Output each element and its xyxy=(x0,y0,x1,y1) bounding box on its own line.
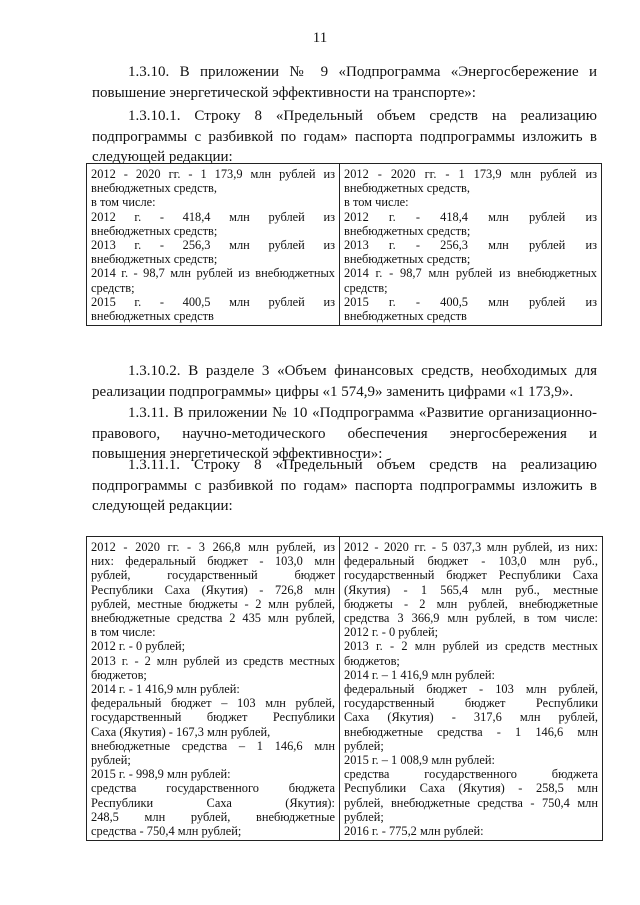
paragraph-1-3-11-1 xyxy=(92,455,597,517)
cell-line: 2013 г. - 256,3 млн рублей из xyxy=(344,238,597,253)
text-line: 1.3.11. В приложении № 10 «Подпрограмма «Развитие организационно- xyxy=(128,405,597,421)
cell-line: средств; xyxy=(91,280,135,295)
cell-line: 2014 г. - 98,7 млн рублей из внебюджетных xyxy=(344,266,597,281)
cell-line: Саха (Якутия) - 317,6 млн рублей, xyxy=(344,710,598,725)
table-row xyxy=(87,164,602,326)
cell-line: бюджетов; xyxy=(344,653,400,668)
text-line: 1.3.10.1. Строку 8 «Предельный объем средств на реализацию xyxy=(128,108,597,124)
cell-line: (Якутия) - 1 565,4 млн руб., местные xyxy=(344,582,598,597)
cell-line: 2012 г. - 418,4 млн рублей из xyxy=(344,209,597,224)
cell-line: 2012 г. - 0 рублей; xyxy=(344,625,439,640)
cell-line: в том числе: xyxy=(91,625,156,640)
text-line: 1.3.10.2. В разделе 3 «Объем финансовых средств, необходимых для xyxy=(128,363,597,379)
cell-line: 2013 г. - 2 млн рублей из средств местных xyxy=(91,653,335,668)
cell-line: 2013 г. - 2 млн рублей из средств местных xyxy=(344,639,598,654)
cell-line: них: федеральный бюджет - 103,0 млн xyxy=(91,554,335,569)
text-line: подпрограммы с разбивкой по годам» паспорта подпрограммы изложить в xyxy=(92,477,597,494)
cell-line: 2015 г. - 400,5 млн рублей из xyxy=(91,294,335,309)
text-line: 1.3.10. В приложении № 9 «Подпрограмма «Энергосбережение и xyxy=(128,64,597,80)
cell-line: средства 3 366,9 млн рублей, в том числе: xyxy=(344,611,598,626)
cell-line: внебюджетных средств; xyxy=(344,252,471,267)
cell-line: 2014 г. - 98,7 млн рублей из внебюджетных xyxy=(91,266,335,281)
cell-line: 2015 г. – 1 008,9 млн рублей: xyxy=(344,753,495,768)
cell-line: средства - 750,4 млн рублей; xyxy=(91,824,242,839)
cell-line: внебюджетных средств; xyxy=(344,223,471,238)
cell-line: государственный бюджет Республики Саха xyxy=(344,568,598,583)
text-line: следующей редакции: xyxy=(92,149,233,165)
cell-line: внебюджетных средств, xyxy=(91,181,217,196)
cell-line: в том числе: xyxy=(91,195,156,210)
cell-line: внебюджетные средства – 1 146,6 млн xyxy=(91,738,335,753)
text-line: повышение энергетической эффективности на транспорте»: xyxy=(92,84,476,101)
cell-line: рублей, местные бюджеты - 2 млн рублей, xyxy=(91,596,335,611)
table-cell-new-version xyxy=(340,164,602,326)
cell-line: средств; xyxy=(344,280,388,295)
paragraph-1-3-10 xyxy=(92,62,597,103)
cell-line: федеральный бюджет - 103,0 млн руб., xyxy=(344,554,598,569)
cell-line: Республики Саха (Якутия) - 258,5 млн xyxy=(344,781,598,796)
text-line: следующей редакции: xyxy=(92,498,233,514)
cell-line: 2015 г. - 998,9 млн рублей: xyxy=(91,767,231,782)
table-cell-old-version xyxy=(87,164,340,326)
comparison-table-1 xyxy=(86,163,602,326)
cell-line: бюджеты - 2 млн рублей, внебюджетные xyxy=(344,596,598,611)
cell-line: 2012 г. - 418,4 млн рублей из xyxy=(91,209,335,224)
cell-line: средства государственного бюджета xyxy=(344,767,598,782)
cell-line: федеральный бюджет - 103 млн рублей, xyxy=(344,682,598,697)
text-line: реализации подпрограммы» цифры «1 574,9» заменить цифрами «1 173,9». xyxy=(92,383,574,400)
cell-line: государственный бюджет Республики xyxy=(91,710,335,725)
cell-line: государственный бюджет Республики xyxy=(344,696,598,711)
cell-line: 2012 - 2020 гг. - 1 173,9 млн рублей из xyxy=(344,167,597,181)
cell-line: внебюджетных средств xyxy=(91,309,214,324)
table-cell-old-version xyxy=(87,537,340,841)
text-line: 1.3.11.1. Строку 8 «Предельный объем средств на реализацию xyxy=(128,457,597,473)
cell-line: рублей, государственный бюджет xyxy=(91,568,335,583)
cell-line: бюджетов; xyxy=(91,667,147,682)
cell-line: 2012 г. - 0 рублей; xyxy=(91,639,186,654)
cell-line: внебюджетных средств; xyxy=(91,252,218,267)
comparison-table-2 xyxy=(86,536,603,841)
cell-line: рублей; xyxy=(344,738,384,753)
table-cell-new-version xyxy=(340,537,603,841)
cell-line: средства государственного бюджета xyxy=(91,781,335,796)
cell-line: федеральный бюджет – 103 млн рублей, xyxy=(91,696,335,711)
cell-line: 2015 г. - 400,5 млн рублей из xyxy=(344,294,597,309)
cell-line: рублей, внебюджетные средства - 750,4 млн xyxy=(344,795,598,810)
cell-line: рублей; xyxy=(91,753,131,768)
paragraph-1-3-10-1 xyxy=(92,106,597,168)
cell-line: 2014 г. - 1 416,9 млн рублей: xyxy=(91,682,240,697)
cell-line: Саха (Якутия) - 167,3 млн рублей, xyxy=(91,724,271,739)
cell-line: внебюджетные средства - 1 146,6 млн xyxy=(344,724,598,739)
cell-line: в том числе: xyxy=(344,195,409,210)
cell-line: 248,5 млн рублей, внебюджетные xyxy=(91,809,335,824)
cell-line: внебюджетных средств; xyxy=(91,223,218,238)
cell-line: 2012 - 2020 гг. - 5 037,3 млн рублей, из них: xyxy=(344,540,598,554)
cell-line: рублей; xyxy=(344,809,384,824)
cell-line: внебюджетных средств, xyxy=(344,181,470,196)
cell-line: внебюджетных средств xyxy=(344,309,467,324)
text-line: повышения энергетической эффективности»: xyxy=(92,446,383,462)
cell-line: 2013 г. - 256,3 млн рублей из xyxy=(91,238,335,253)
paragraph-1-3-10-2 xyxy=(92,361,597,402)
text-line: подпрограммы с разбивкой по годам» паспорта подпрограммы изложить в xyxy=(92,128,597,145)
page-number: 11 xyxy=(312,30,328,46)
cell-line: внебюджетные средства 2 435 млн рублей, xyxy=(91,611,335,626)
text-line: правового, научно-методического обеспечения энергосбережения и xyxy=(92,425,597,442)
cell-line: 2012 - 2020 гг. - 1 173,9 млн рублей из xyxy=(91,167,335,181)
cell-line: 2014 г. – 1 416,9 млн рублей: xyxy=(344,667,495,682)
cell-line: 2016 г. - 775,2 млн рублей: xyxy=(344,824,484,839)
cell-line: 2012 - 2020 гг. - 3 266,8 млн рублей, из xyxy=(91,540,335,554)
cell-line: Республики Саха (Якутия) - 726,8 млн xyxy=(91,582,335,597)
table-row xyxy=(87,537,603,841)
cell-line: Республики Саха (Якутия): xyxy=(91,795,335,810)
